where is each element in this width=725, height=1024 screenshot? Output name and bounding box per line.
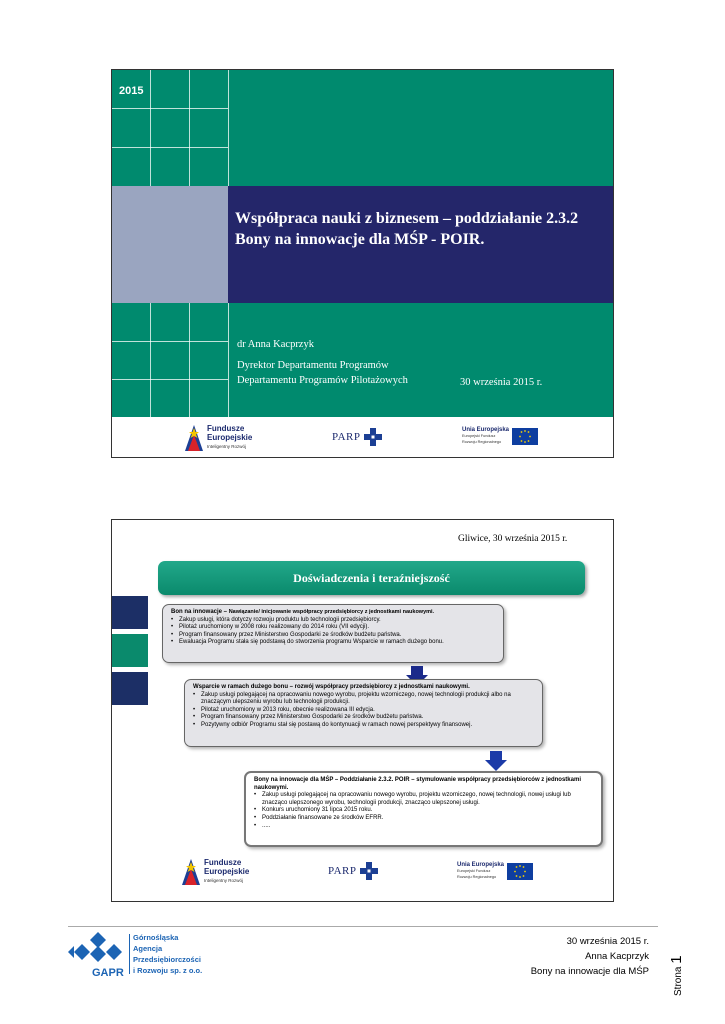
fe-sub: Inteligentny Rozwój [204,878,244,883]
page-number-value: 1 [668,955,685,964]
fundusze-europejskie-logo [182,858,249,885]
footer-title: Bony na innowacje dla MŚP [530,966,649,977]
title-slide [111,69,614,458]
logo-strip [112,417,613,457]
section-banner: Doświadczenia i teraźniejszość [158,561,585,595]
fe-line1: Fundusze [207,424,245,433]
fundusze-europejskie-logo [185,424,252,451]
gapr-line2: Agencja [133,944,163,953]
page-label: Strona [673,966,684,996]
parp-mark-icon [360,862,378,880]
unia-europejska-logo [462,427,538,445]
parp-logo [332,428,382,446]
grid-line [228,303,229,417]
gapr-line1: Górnośląska [133,933,179,942]
eu-flag-icon [512,428,538,445]
fe-line2: Europejskie [204,867,250,876]
parp-text: PARP [332,431,361,443]
slide2-date: Gliwice, 30 września 2015 r. [458,534,568,544]
box-duzy-bon [184,679,543,747]
box1-heading-rest: Nawiązanie/ inicjowanie współpracy przedsiębiorcy z jednostkami naukowymi. [228,609,435,615]
footer-divider [68,926,658,927]
box2-heading: Wsparcie w ramach dużego bonu – rozwój współpracy przedsiębiorcy z jednostkami naukowymi. [193,684,470,690]
author-block [237,337,408,388]
ue-line1: Unia Europejska [457,862,505,868]
box-bony-poir [244,771,603,847]
parp-logo [328,862,378,880]
unia-europejska-logo [457,862,533,880]
slide-date: 30 września 2015 r. [460,377,543,388]
parp-text: PARP [328,865,357,877]
gapr-line3: Przedsiębiorczości [133,955,201,964]
gray-block [112,186,228,303]
box1-list [171,617,495,647]
grid-line [112,341,228,342]
grid-line [112,379,228,380]
list-item: • Pozytywny odbiór Programu stał się postawą do kontynuacji w ramach nowej perspektywy finansowej. [193,722,534,730]
box-bon-na-innowacje [162,604,504,663]
slide-title-line2: Bony na innowacje dla MŚP - POIR. [235,231,485,248]
box1-heading-lead: Bon na innowacje – [171,609,229,615]
gapr-acronym: GAPR [92,967,124,979]
fe-line2: Europejskie [207,433,253,442]
side-block-navy [112,672,148,705]
side-block-navy [112,596,148,629]
footer-info [531,934,649,979]
ue-sub1: Europejski Fundusz [457,869,491,873]
list-item: • Program finansowany przez Ministerstwo Gospodarki ze środków budżetu państwa. [171,632,495,640]
grid-line [112,147,228,148]
list-item: • Poddziałanie finansowane ze środków EFRR. [254,815,593,823]
side-block-green [112,634,148,667]
box2-list [193,692,534,730]
list-item: • Zakup usługi polegającej na opracowaniu nowego wyrobu, projektu wzorniczego, nowej technologii, nowej usługi lub znacząco ulepszonego wyrobu, technologii produkcji, znacząco ulepszonej usługi. [254,792,593,807]
ue-line1: Unia Europejska [462,427,510,433]
ue-sub2: Rozwoju Regionalnego [457,875,497,879]
fe-star-icon [182,859,200,885]
content-slide [111,519,614,902]
ue-sub1: Europejski Fundusz [462,434,496,438]
gapr-mark-icon [68,932,128,980]
list-item: • Ewaluacja Programu stała się podstawą do stworzenia programu Wsparcie w ramach dużego bonu. [171,639,495,647]
slide-title [235,208,605,250]
list-item: • Pilotaż uruchomiony w 2013 roku, obecnie realizowana III edycja. [193,707,534,715]
page-number [668,955,685,996]
footer-author: Anna Kacprzyk [585,951,649,962]
author-position-line1: Dyrektor Departamentu Programów [237,360,389,371]
gapr-name [133,932,202,976]
list-item: • Pilotaż uruchomiony w 2008 roku realizowany do 2014 roku (VII edycji). [171,624,495,632]
list-item: • Zakup usługi polegającej na opracowaniu nowego wyrobu, projektu wzorniczego, nowej technologii produkcji albo na znaczącym ulepszeniu wyrobu lub technologii produkcji. [193,692,534,707]
author-name: dr Anna Kacprzyk [237,339,314,350]
fe-line1: Fundusze [204,858,242,867]
box1-heading [171,609,495,617]
arrow-down-icon [485,751,507,771]
fe-star-icon [185,425,203,451]
eu-flag-icon [507,863,533,880]
grid-line [228,70,229,186]
footer-date: 30 września 2015 r. [566,936,649,947]
gapr-line4: i Rozwoju sp. z o.o. [133,966,203,975]
list-item: • Program finansowany przez Ministerstwo Gospodarki ze środków budżetu państwa. [193,714,534,722]
year-badge: 2015 [119,85,144,97]
author-position-line2: Departamentu Programów Pilotażowych [237,375,408,386]
ue-sub2: Rozwoju Regionalnego [462,440,502,444]
list-item: • Zakup usługi, która dotyczy rozwoju produktu lub technologii przedsiębiorcy. [171,617,495,625]
list-item: • ..... [254,823,593,831]
gapr-divider [129,934,130,974]
box3-heading: Bony na innowacje dla MŚP – Poddziałanie 2.3.2. POIR – stymulowanie współpracy przedsiębiorców z jednostkami naukowymi. [254,777,581,791]
parp-mark-icon [364,428,382,446]
box3-list [254,792,593,830]
list-item: • Konkurs uruchomiony 31 lipca 2015 roku. [254,807,593,815]
grid-line [112,108,228,109]
slide-title-line1: Współpraca nauki z biznesem – poddziałanie 2.3.2 [235,210,579,227]
fe-sub: Inteligentny Rozwój [207,444,247,449]
